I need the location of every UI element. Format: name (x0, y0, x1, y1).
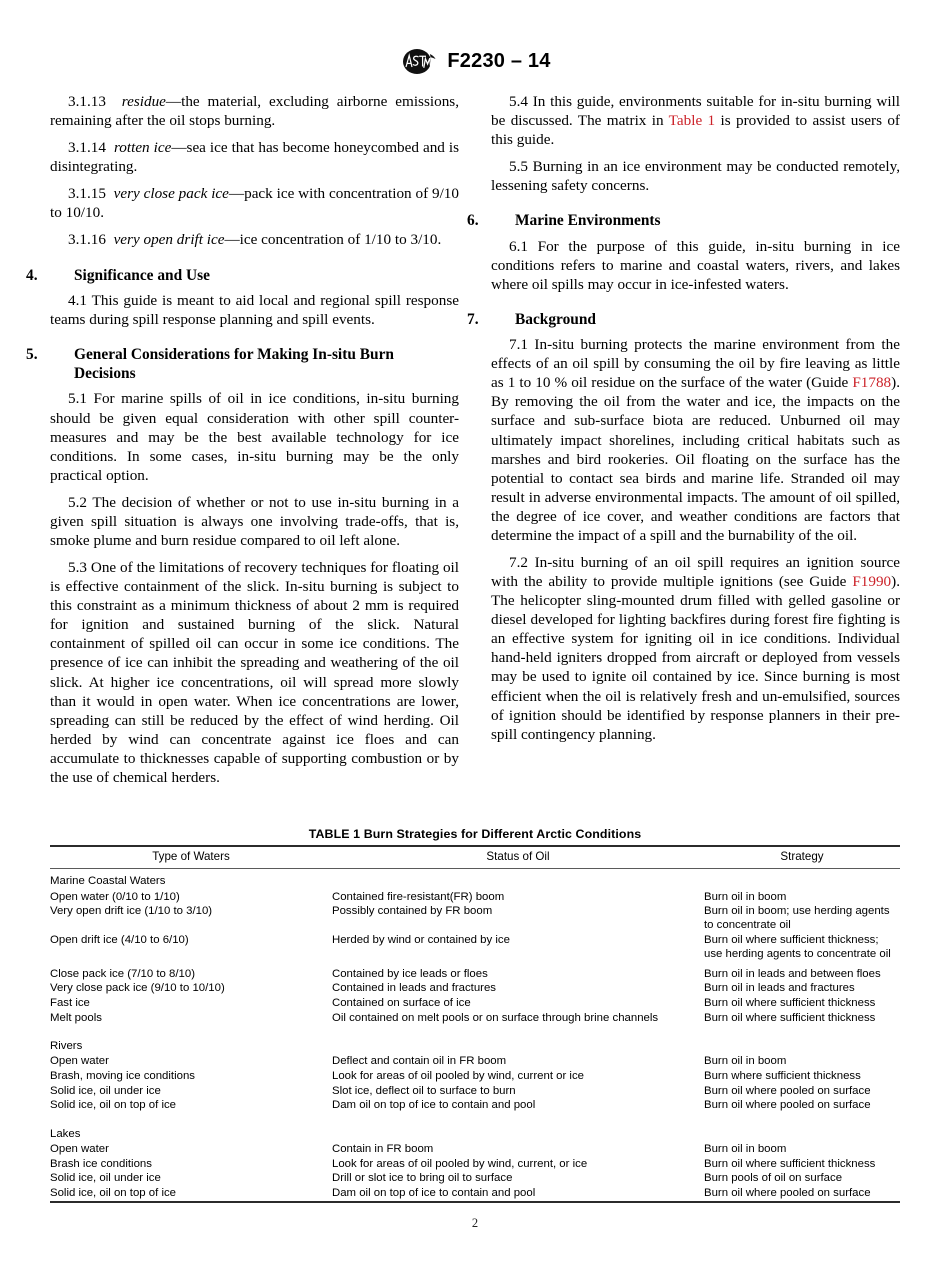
cell-type-of-waters: Brash, moving ice conditions (50, 1070, 195, 1083)
cell-type-of-waters: Solid ice, oil under ice (50, 1084, 161, 1097)
table-row (50, 1142, 900, 1157)
paragraph-5-3: 5.3 One of the limitations of recovery techniques for floating oil is effective containment of the slick. In-situ burning is subject to this constraint as a minimum thickness of about 2 mm is required for ignition and sustained burning of the slick. Natural containment of spilled oil can occur in some ice conditions. The presence of ice can inhibit the spreading and weathering of the oil slick. At higher ice concentrations, oil will spread more slowly than it would in open water. When ice concentrations are lower, spreading can still be reduced by the effect of wind herding. Oil herded by wind can concentrate against ice floes and can accumulate to thicknesses capable of supporting combustion or by the use of chemical herders. (50, 559, 459, 786)
cell-strategy (704, 1171, 900, 1186)
cell-text: Burn pools of oil on surface (704, 1172, 843, 1185)
cell-strategy (704, 996, 900, 1011)
cell-strategy (704, 1142, 900, 1157)
cell-strategy (704, 1011, 900, 1026)
table-1 (50, 827, 900, 1203)
cell-status-of-oil: Oil contained on melt pools or on surface through brine channels (332, 1011, 659, 1024)
paragraph-number: 3.1.16 (68, 231, 106, 249)
cell-text: Burn oil where sufficient thickness (704, 1011, 876, 1024)
page-header (0, 48, 950, 75)
cell-text: Burn oil where pooled on surface (704, 1187, 871, 1200)
table-caption: TABLE 1 Burn Strategies for Different Arctic Conditions (308, 827, 642, 841)
column-header-strategy: Strategy (780, 850, 824, 863)
cell-strategy (704, 933, 900, 962)
paragraph-text: —the material, excluding airborne emissions, remaining after the oil stops burning. (50, 93, 459, 130)
guide-f1990-link[interactable]: F1990 (852, 573, 892, 591)
section-heading-5 (26, 345, 459, 384)
cell-type-of-waters: Solid ice, oil on top of ice (50, 1099, 177, 1112)
paragraph-text: —ice concentration of 1/10 to 3/10. (224, 231, 442, 249)
table-header-row (50, 847, 900, 868)
cell-status-of-oil: Dam oil on top of ice to contain and pool (332, 1187, 536, 1200)
section-title: Significance and Use (74, 266, 210, 284)
paragraph-3-1-13 (50, 92, 459, 130)
cell-status-of-oil: Drill or slot ice to bring oil to surface (332, 1172, 513, 1185)
cell-status-of-oil: Contained in leads and fractures (332, 982, 497, 995)
section-heading-4 (26, 266, 459, 285)
cell-text: Burn oil where sufficient thickness (704, 1157, 876, 1170)
cell-status-of-oil: Herded by wind or contained by ice (332, 933, 510, 946)
table-row (50, 967, 900, 982)
cell-text: Burn oil in leads and between floes (704, 967, 881, 980)
paragraph-text-cont: ). By removing the oil from the water and ice, the impacts on the surface and sub-surface biota are reduced. Unburned oil may ultimately impact shorelines, including critical habitats such as marshes and bird rookeries. Oil floating on the surface has the potential to contact sea birds and marine life. Stranded oil may result in adverse environmental impacts. The amount of oil spilled, the degree of ice cover, and weather conditions are factors that determine the impact of a spill and the burnability of the oil. (491, 374, 900, 544)
left-column (26, 92, 459, 787)
guide-f1788-link[interactable]: F1788 (852, 374, 892, 392)
cell-type-of-waters: Fast ice (50, 997, 90, 1009)
paragraph-5-2: 5.2 The decision of whether or not to use in-situ burning in a given spill situation is always one involving trade-offs, that is, smoke plume and burn residue compared to oil left alone. (50, 493, 459, 549)
paragraph-text: 7.1 In-situ burning protects the marine environment from the effects of an oil spill by consuming the oil by fire leaving as little as 1 to 10 % oil residue on the surface of the water (Guide (491, 336, 900, 392)
cell-type-of-waters: Brash ice conditions (50, 1157, 152, 1170)
table-group-gap (50, 1025, 900, 1034)
paragraph-3-1-14 (50, 138, 459, 176)
cell-status-of-oil: Contained on surface of ice (332, 997, 471, 1009)
paragraph-number: 3.1.13 (68, 93, 106, 110)
paragraph-3-1-15 (50, 184, 459, 222)
cell-type-of-waters: Open water (0/10 to 1/10) (50, 890, 180, 903)
cell-text: Burn oil where sufficient thickness; use herding agents to concentrate oil (704, 933, 891, 961)
defined-term: rotten ice (113, 139, 172, 157)
cell-strategy (704, 1098, 900, 1113)
table-group-label: Marine Coastal Waters (50, 875, 166, 888)
cell-status-of-oil: Deflect and contain oil in FR boom (332, 1055, 507, 1068)
cell-status-of-oil: Look for areas of oil pooled by wind, current or ice (332, 1070, 584, 1083)
cell-strategy (704, 981, 900, 996)
cell-text: Burn where sufficient thickness (704, 1070, 861, 1083)
paragraph-7-2 (491, 553, 900, 744)
table-row (50, 1186, 900, 1201)
paragraph-4-1: 4.1 This guide is meant to aid local and regional spill response teams during spill response planning and spill events. (50, 291, 459, 328)
cell-status-of-oil: Look for areas of oil pooled by wind, current, or ice (332, 1157, 588, 1170)
table-row (50, 933, 900, 962)
paragraph-text: —pack ice with concentration of 9/10 to 10/10. (50, 185, 459, 222)
section-number: 6. (467, 212, 479, 230)
burn-strategies-body (50, 869, 900, 1200)
cell-text: Burn oil where pooled on surface (704, 1084, 871, 1097)
table-body (50, 869, 900, 1200)
table-row (50, 1098, 900, 1113)
paragraph-text-cont: is provided to assist users of this guide. (491, 112, 900, 149)
astm-logo-icon (399, 48, 437, 75)
cell-status-of-oil: Slot ice, deflect oil to surface to burn (332, 1084, 516, 1097)
paragraph-5-5: 5.5 Burning in an ice environment may be conducted remotely, lessening safety concerns. (491, 158, 900, 195)
cell-strategy (704, 890, 900, 905)
table-row (50, 1157, 900, 1172)
column-header-status-of-oil: Status of Oil (486, 850, 550, 863)
paragraph-number: 3.1.15 (68, 185, 106, 203)
paragraph-5-1: 5.1 For marine spills of oil in ice conditions, in-situ burning should be given equal consideration with other spill counter-measures and may be the best available technology for ice conditions. In some cases, in-situ burning may be the only practical option. (50, 390, 459, 484)
paragraph-6-1: 6.1 For the purpose of this guide, in-situ burning in ice conditions refers to marine and coastal waters, rivers, and lakes where oil spills may occur in ice-infested waters. (491, 237, 900, 293)
cell-text: Burn oil in boom (704, 1055, 787, 1068)
table-row (50, 1054, 900, 1069)
paragraph-text-cont: ). The helicopter sling-mounted drum filled with gelled gasoline or diesel developed for lighting backfires during forest fire fighting is an effective system for igniting oil in ice conditions. Individual hand-held igniters dropped from aircraft or deployed from vessels may be used to ignite oil contained by ice. Since burning is most efficient when the oil is relatively fresh and un-emulsified, sources of ignition should be identified by response planners in their pre-spill contingency planning. (491, 573, 900, 743)
table-group-row (50, 869, 900, 889)
cell-type-of-waters: Open water (50, 1143, 109, 1156)
paragraph-text: 5.4 In this guide, environments suitable for in-situ burning will be discussed. The matrix in (491, 93, 900, 130)
cell-status-of-oil: Contained by ice leads or floes (332, 967, 488, 980)
cell-type-of-waters: Solid ice, oil on top of ice (50, 1187, 177, 1200)
cell-status-of-oil: Dam oil on top of ice to contain and pool (332, 1099, 536, 1112)
cell-strategy (704, 904, 900, 933)
cell-strategy (704, 1084, 900, 1099)
table-row (50, 1011, 900, 1026)
cell-strategy (704, 1157, 900, 1172)
paragraph-7-1 (491, 335, 900, 545)
table-group-label: Lakes (50, 1127, 81, 1140)
paragraph-number: 3.1.14 (68, 139, 106, 157)
table-head (50, 847, 900, 868)
page-number: 2 (471, 1216, 479, 1230)
cell-status-of-oil: Possibly contained by FR boom (332, 905, 493, 918)
section-title: Background (515, 310, 596, 328)
cell-type-of-waters: Melt pools (50, 1011, 102, 1024)
table-row (50, 1084, 900, 1099)
paragraph-text: —sea ice that has become honeycombed and is disintegrating. (50, 139, 459, 176)
document-designation: F2230 – 14 (447, 50, 551, 72)
cell-strategy (704, 967, 900, 982)
table-group-label: Rivers (50, 1040, 83, 1053)
cell-type-of-waters: Solid ice, oil under ice (50, 1172, 161, 1185)
cell-type-of-waters: Very open drift ice (1/10 to 3/10) (50, 905, 213, 918)
table-row (50, 981, 900, 996)
cell-text: Burn oil where sufficient thickness (704, 997, 876, 1009)
cell-text: Burn oil in boom; use herding agents to concentrate oil (704, 905, 890, 932)
cell-text: Burn oil where pooled on surface (704, 1099, 871, 1112)
cell-strategy (704, 1069, 900, 1084)
cell-status-of-oil: Contain in FR boom (332, 1143, 434, 1156)
section-number: 7. (467, 310, 479, 328)
table-group-row (50, 1122, 900, 1142)
table-row (50, 1069, 900, 1084)
cell-type-of-waters: Very close pack ice (9/10 to 10/10) (50, 982, 225, 995)
table-row (50, 1171, 900, 1186)
table-1-link[interactable]: Table 1 (668, 112, 716, 130)
section-number: 5. (26, 345, 38, 363)
section-number: 4. (26, 266, 38, 284)
cell-type-of-waters: Open water (50, 1055, 109, 1068)
cell-strategy (704, 1186, 900, 1201)
section-heading-7 (467, 310, 900, 329)
cell-type-of-waters: Open drift ice (4/10 to 6/10) (50, 933, 189, 946)
cell-text: Burn oil in leads and fractures (704, 982, 855, 995)
table-row (50, 890, 900, 905)
section-title: Marine Environments (515, 212, 661, 230)
cell-strategy (704, 1054, 900, 1069)
paragraph-5-4 (491, 92, 900, 149)
burn-strategies-table (50, 847, 900, 868)
table-bottom-rule (50, 1201, 900, 1203)
table-row (50, 996, 900, 1011)
section-heading-6 (467, 211, 900, 230)
column-header-type-of-waters: Type of Waters (152, 850, 230, 863)
cell-type-of-waters: Close pack ice (7/10 to 8/10) (50, 967, 195, 980)
cell-text: Burn oil in boom (704, 890, 787, 903)
table-row (50, 904, 900, 933)
defined-term: very open drift ice (113, 231, 225, 249)
right-column (467, 92, 900, 787)
paragraph-text: 7.2 In-situ burning of an oil spill requires an ignition source with the ability to provide multiple ignitions (see Guide (491, 553, 900, 591)
section-title: General Considerations for Making In-situ Burn Decisions (74, 345, 394, 383)
table-group-gap (50, 1113, 900, 1122)
defined-term: very close pack ice (113, 185, 229, 203)
defined-term: residue (121, 93, 166, 110)
cell-status-of-oil: Contained fire-resistant(FR) boom (332, 890, 505, 903)
table-group-row (50, 1034, 900, 1054)
document-body (26, 92, 900, 787)
cell-text: Burn oil in boom (704, 1143, 787, 1156)
paragraph-3-1-16 (50, 230, 459, 249)
